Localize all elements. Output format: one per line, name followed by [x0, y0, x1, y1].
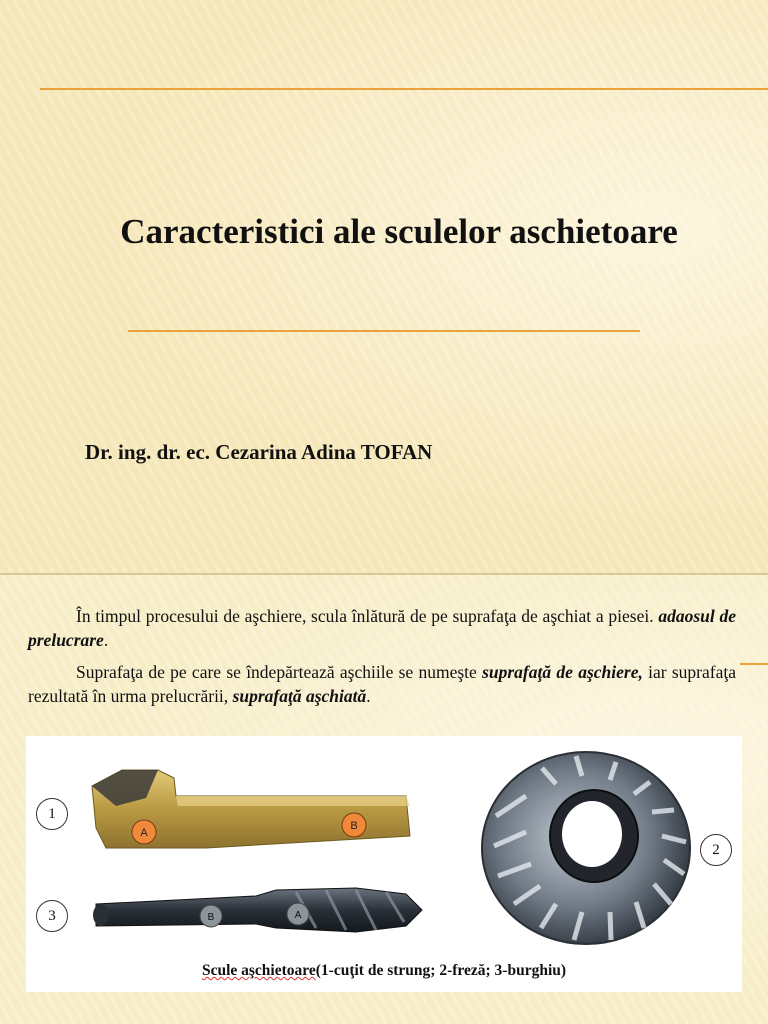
- figure-caption: [26, 962, 742, 980]
- para2-text: Suprafaţa de pe care se îndepărtează aşchiile se numeşte: [76, 662, 483, 682]
- marker-b-drill-label: B: [207, 912, 215, 923]
- para1-text: În timpul procesului de aşchiere, scula înlătură de pe suprafaţa de aşchiat a piesei.: [76, 606, 659, 626]
- para1-emphasis: adaosul de prelucrare: [28, 606, 736, 650]
- accent-stub: [740, 663, 768, 665]
- paragraph-1: [28, 604, 736, 652]
- tools-illustration: [26, 736, 742, 992]
- label-1: 1: [36, 798, 68, 830]
- caption-underlined: Scule aşchietoare: [201, 962, 316, 979]
- para2-emphasis-2: suprafaţă aşchiată: [232, 686, 367, 706]
- drill-bit: [93, 888, 422, 932]
- para1-end: .: [103, 630, 109, 650]
- marker-a-turning-label: A: [140, 827, 148, 839]
- author-name: Dr. ing. dr. ec. Cezarina Adina TOFAN: [85, 440, 433, 464]
- para2-emphasis-1: suprafaţă de aşchiere,: [482, 662, 643, 682]
- marker-a-drill-label: A: [294, 910, 302, 921]
- marker-b-turning-label: B: [350, 820, 358, 832]
- para2-end: .: [366, 686, 371, 706]
- label-2: 2: [700, 834, 732, 866]
- top-accent-line: [40, 88, 768, 90]
- caption-text: (1-cuţit de strung; 2-freză; 3-burghiu): [315, 962, 567, 979]
- slide-title: Caracteristici ale sculelor aschietoare: [120, 212, 678, 251]
- label-3: 3: [36, 900, 68, 932]
- cutting-tools-figure: [26, 736, 742, 992]
- paragraph-2: [28, 660, 736, 708]
- title-underline: [128, 330, 640, 332]
- milling-cutter: [482, 752, 690, 944]
- para2-mid: iar suprafaţa rezultată în urma prelucrării,: [28, 662, 736, 706]
